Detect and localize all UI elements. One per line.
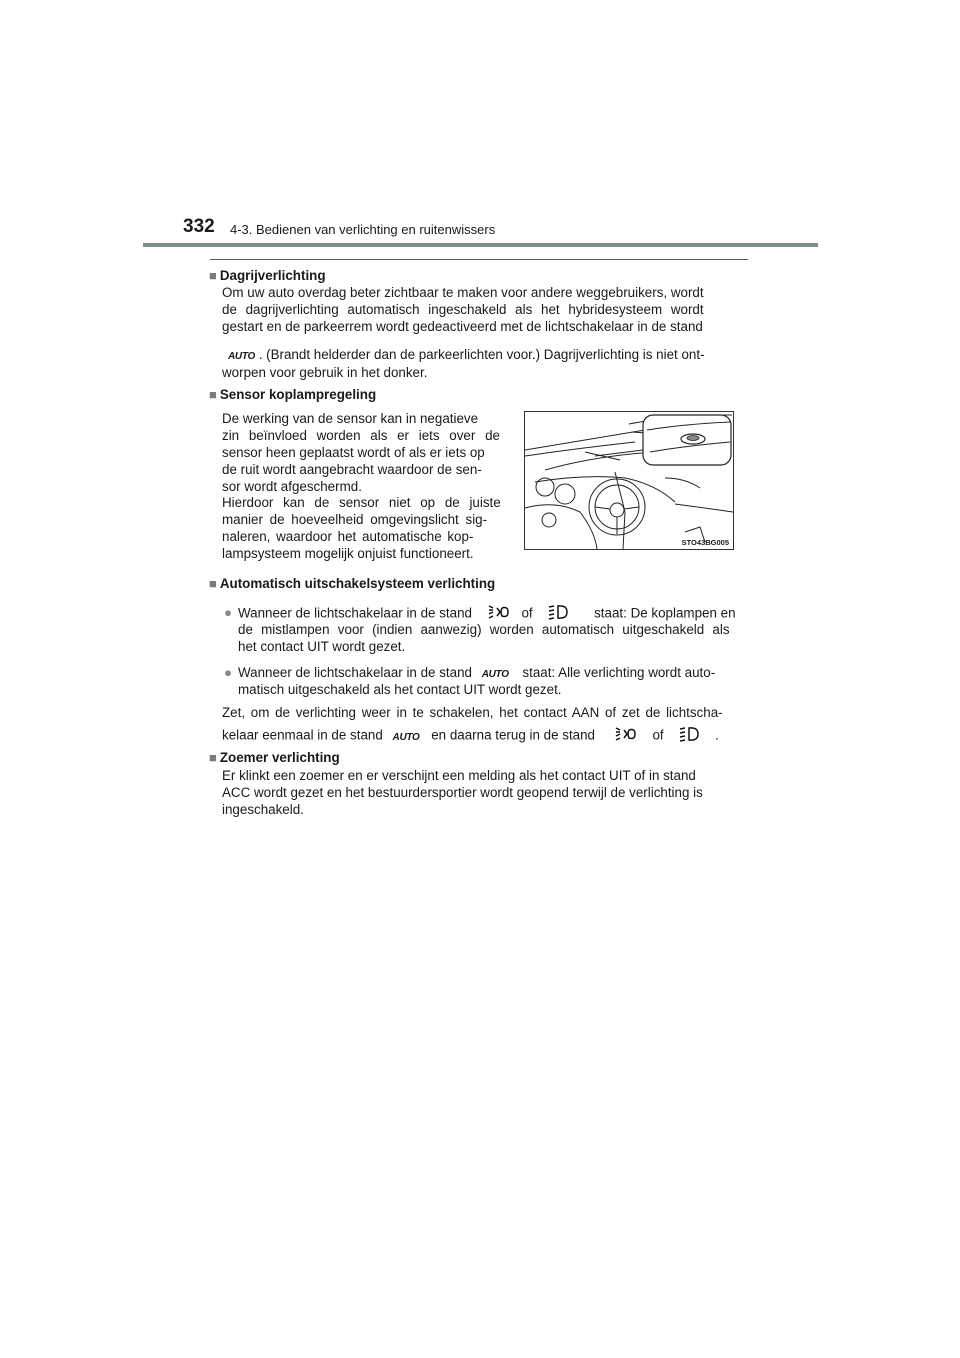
text-fragment: kelaar eenmaal in de stand xyxy=(222,727,383,743)
text-line: sor wordt afgeschermd. xyxy=(222,479,362,494)
heading-text: Zoemer verlichting xyxy=(219,750,340,765)
text-line: de ruit wordt aangebracht waardoor de sen- xyxy=(222,462,482,477)
text-fragment: . (Brandt helderder dan de parkeerlichten voor.) Dagrijverlichting is niet ont- xyxy=(258,347,705,362)
heading-zoemer-verlichting xyxy=(209,749,340,766)
heading-text: Sensor koplampregeling xyxy=(219,387,377,402)
auto-icon: AUTO xyxy=(228,351,255,362)
text-line: de dagrijverlichting automatisch ingeschakeld als het hybridesysteem wordt xyxy=(222,302,704,317)
text-line: Hierdoor kan de sensor niet op de juiste xyxy=(222,495,501,510)
text-line: sensor heen geplaatst wordt of als er iets op xyxy=(222,445,485,460)
text-line: naleren, waardoor het automatische kop- xyxy=(222,529,474,544)
section-divider xyxy=(210,259,748,260)
text-line: zin beïnvloed worden als er iets over de xyxy=(222,428,500,443)
text-line: het contact UIT wordt gezet. xyxy=(238,639,406,654)
headlight-low-icon xyxy=(679,726,699,746)
text-line: Er klinkt een zoemer en er verschijnt een melding als het contact UIT of in stand xyxy=(222,768,696,783)
text-line-with-icon xyxy=(228,346,705,365)
text-line: manier de hoeveelheid omgevingslicht sig- xyxy=(222,512,488,527)
header-rule xyxy=(143,243,818,247)
text-line: de mistlampen voor (indien aanwezig) worden automatisch uitgeschakeld als xyxy=(238,622,730,637)
text-fragment: of xyxy=(652,727,664,743)
page-number: 332 xyxy=(183,216,215,237)
heading-automatisch-uitschakelsysteem xyxy=(209,575,495,592)
heading-text: Automatisch uitschakelsysteem verlichting xyxy=(219,576,496,591)
heading-dagrijverlichting xyxy=(209,267,326,284)
text-line: ingeschakeld. xyxy=(222,802,304,817)
dashboard-sensor-illustration xyxy=(524,411,734,550)
text-line: matisch uitgeschakeld als het contact UIT wordt gezet. xyxy=(238,682,562,697)
round-bullet-icon: ● xyxy=(224,665,233,680)
text-fragment: staat: Alle verlichting wordt auto- xyxy=(522,665,716,680)
text-fragment: Wanneer de lichtschakelaar in de stand xyxy=(238,665,472,680)
dashboard-drawing xyxy=(525,412,733,549)
auto-icon: AUTO xyxy=(481,669,509,680)
figure-code: STO43BG005 xyxy=(681,538,729,547)
text-fragment: Wanneer de lichtschakelaar in de stand xyxy=(238,605,472,621)
text-fragment: staat: De koplampen en xyxy=(594,605,736,621)
round-bullet-icon: ● xyxy=(224,605,233,620)
text-line: gestart en de parkeerrem wordt gedeactiveerd met de lichtschakelaar in de stand xyxy=(222,319,703,334)
text-fragment: en daarna terug in de stand xyxy=(431,727,596,743)
text-line-with-icons xyxy=(222,726,719,746)
heading-sensor-koplampregeling xyxy=(209,386,376,403)
heading-text: Dagrijverlichting xyxy=(219,268,326,283)
text-line: lampsysteem mogelijk onjuist functioneert. xyxy=(222,546,474,561)
text-line: worpen voor gebruik in het donker. xyxy=(222,365,428,380)
text-line: Om uw auto overdag beter zichtbaar te maken voor andere weggebruikers, wordt xyxy=(222,285,704,300)
text-fragment: . xyxy=(715,727,719,743)
square-bullet-icon: ■ xyxy=(209,268,217,283)
section-title: 4-3. Bedienen van verlichting en ruitenwissers xyxy=(230,222,496,237)
auto-icon: AUTO xyxy=(392,731,420,743)
square-bullet-icon: ■ xyxy=(209,387,217,402)
headlight-beam-icon xyxy=(615,726,637,746)
square-bullet-icon: ■ xyxy=(209,576,217,591)
text-line: De werking van de sensor kan in negatieve xyxy=(222,411,479,426)
text-line: Zet, om de verlichting weer in te schakelen, het contact AAN of zet de lichtscha- xyxy=(222,705,723,720)
text-fragment: of xyxy=(521,605,533,621)
square-bullet-icon: ■ xyxy=(209,750,217,765)
text-line: ACC wordt gezet en het bestuurdersportier wordt geopend terwijl de verlichting is xyxy=(222,785,703,800)
